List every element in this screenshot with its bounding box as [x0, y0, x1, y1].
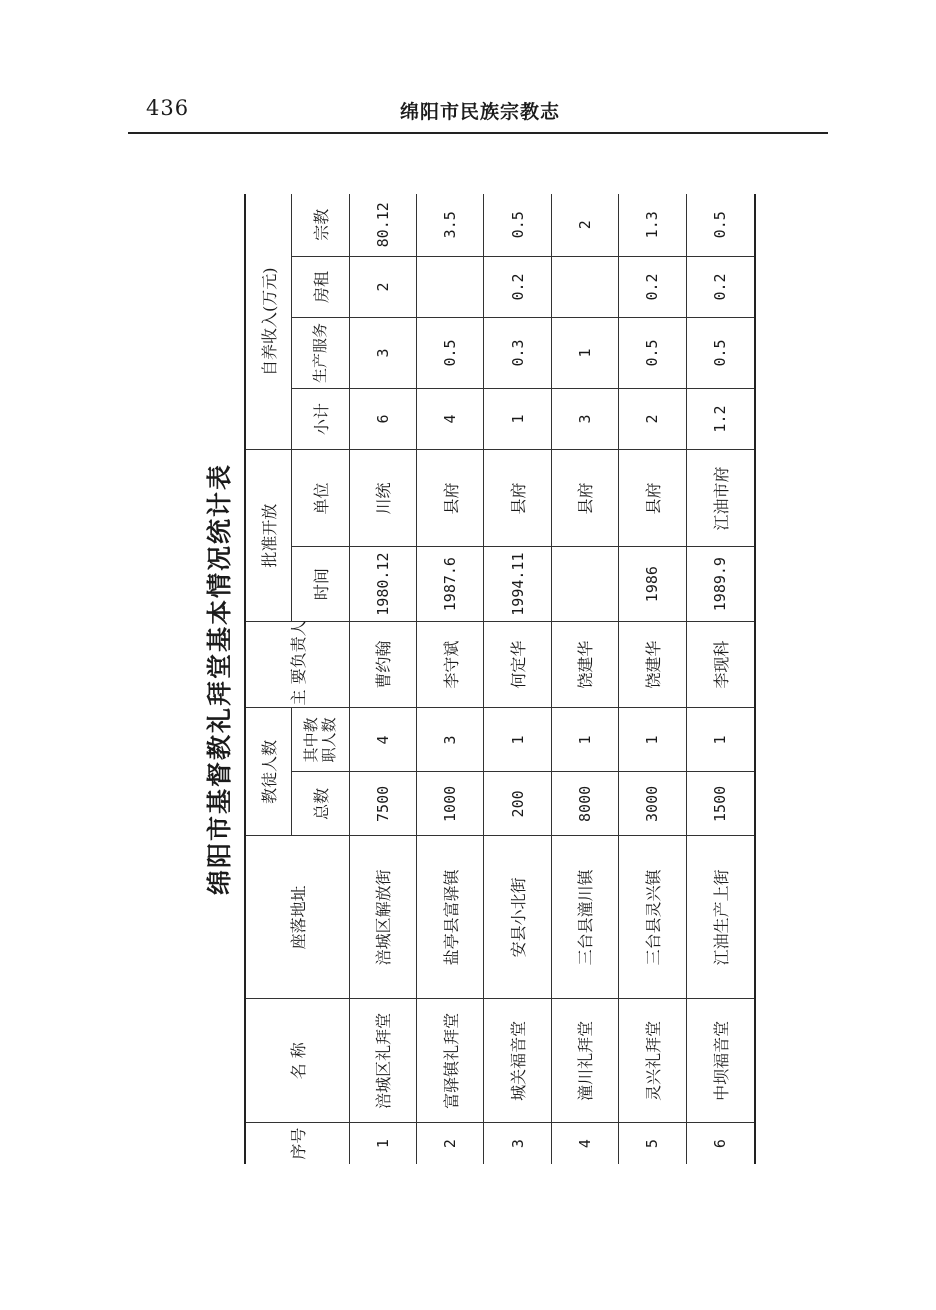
- cell-rent: 0.2: [619, 256, 686, 318]
- page-number: 436: [146, 96, 190, 120]
- cell-time: 1989.9: [686, 547, 755, 621]
- cell-address: 江油生产上街: [686, 836, 755, 999]
- cell-subtotal: 6: [349, 388, 416, 450]
- cell-leader: 饶建华: [619, 621, 686, 708]
- cell-rent: 0.2: [484, 256, 551, 318]
- cell-address: 涪城区解放街: [349, 836, 416, 999]
- cell-production: 0.5: [416, 318, 483, 388]
- cell-subtotal: 3: [551, 388, 618, 450]
- cell-production: 0.5: [619, 318, 686, 388]
- header-rule: [128, 132, 828, 134]
- cell-staff: 3: [416, 708, 483, 772]
- cell-seq: 5: [619, 1123, 686, 1164]
- header-income-rent: 房租: [291, 256, 349, 318]
- cell-production: 0.3: [484, 318, 551, 388]
- cell-address: 三台县潼川镇: [551, 836, 618, 999]
- header-believers: 教徒人数: [245, 708, 291, 836]
- table-title: 绵阳市基督教礼拜堂基本情况统计表: [205, 463, 234, 896]
- cell-rent: 2: [349, 256, 416, 318]
- table-row: [416, 194, 483, 1164]
- cell-unit: 县府: [551, 450, 618, 547]
- cell-staff: 1: [686, 708, 755, 772]
- cell-production: 1: [551, 318, 618, 388]
- cell-unit: 江油市府: [686, 450, 755, 547]
- cell-leader: 饶建华: [551, 621, 618, 708]
- cell-name: 灵兴礼拜堂: [619, 999, 686, 1123]
- cell-leader: 李守斌: [416, 621, 483, 708]
- header-income: 自养收入(万元): [245, 194, 291, 450]
- cell-name: 富驿镇礼拜堂: [416, 999, 483, 1123]
- cell-subtotal: 1.2: [686, 388, 755, 450]
- cell-name: 城关福音堂: [484, 999, 551, 1123]
- cell-time: 1994.11: [484, 547, 551, 621]
- cell-rent: 0.2: [686, 256, 755, 318]
- cell-total: 3000: [619, 772, 686, 836]
- cell-leader: 何定华: [484, 621, 551, 708]
- cell-address: 安县小北街: [484, 836, 551, 999]
- table-row: [484, 194, 551, 1164]
- cell-religion: 0.5: [484, 194, 551, 256]
- cell-subtotal: 1: [484, 388, 551, 450]
- cell-religion: 3.5: [416, 194, 483, 256]
- header-income-subtotal: 小计: [291, 388, 349, 450]
- cell-religion: 0.5: [686, 194, 755, 256]
- cell-staff: 1: [551, 708, 618, 772]
- header-name: 名 称: [245, 999, 349, 1123]
- cell-unit: 县府: [484, 450, 551, 547]
- cell-seq: 1: [349, 1123, 416, 1164]
- cell-seq: 2: [416, 1123, 483, 1164]
- table-row: [349, 194, 416, 1164]
- header-believers-staff: 其中教职人数: [291, 708, 349, 772]
- cell-name: 涪城区礼拜堂: [349, 999, 416, 1123]
- cell-name: 中坝福音堂: [686, 999, 755, 1123]
- header-address: 座落地址: [245, 836, 349, 999]
- cell-total: 1000: [416, 772, 483, 836]
- cell-unit: 县府: [416, 450, 483, 547]
- cell-unit: 川统: [349, 450, 416, 547]
- header-leader: 主 要负责人: [245, 621, 349, 708]
- cell-address: 三台县灵兴镇: [619, 836, 686, 999]
- header-approval-unit: 单位: [291, 450, 349, 547]
- cell-rent: [551, 256, 618, 318]
- cell-time: [551, 547, 618, 621]
- cell-seq: 6: [686, 1123, 755, 1164]
- cell-seq: 4: [551, 1123, 618, 1164]
- header-income-religion: 宗教: [291, 194, 349, 256]
- running-title: 绵阳市民族宗教志: [400, 101, 561, 123]
- cell-leader: 曹约翰: [349, 621, 416, 708]
- cell-production: 0.5: [686, 318, 755, 388]
- table-row: [619, 194, 686, 1164]
- cell-subtotal: 2: [619, 388, 686, 450]
- statistics-table: [244, 194, 756, 1164]
- header-income-production: 生产服务: [291, 318, 349, 388]
- cell-name: 潼川礼拜堂: [551, 999, 618, 1123]
- cell-total: 7500: [349, 772, 416, 836]
- cell-subtotal: 4: [416, 388, 483, 450]
- cell-time: 1980.12: [349, 547, 416, 621]
- cell-production: 3: [349, 318, 416, 388]
- header-approval: 批准开放: [245, 450, 291, 621]
- rotated-table-block: [200, 194, 760, 1164]
- cell-total: 1500: [686, 772, 755, 836]
- header-believers-total: 总数: [291, 772, 349, 836]
- header-approval-time: 时间: [291, 547, 349, 621]
- cell-total: 200: [484, 772, 551, 836]
- cell-leader: 李现科: [686, 621, 755, 708]
- cell-address: 盐亭县富驿镇: [416, 836, 483, 999]
- cell-total: 8000: [551, 772, 618, 836]
- header-seq: 序号: [245, 1123, 349, 1164]
- cell-seq: 3: [484, 1123, 551, 1164]
- cell-religion: 2: [551, 194, 618, 256]
- cell-time: 1986: [619, 547, 686, 621]
- cell-religion: 80.12: [349, 194, 416, 256]
- cell-religion: 1.3: [619, 194, 686, 256]
- cell-unit: 县府: [619, 450, 686, 547]
- cell-time: 1987.6: [416, 547, 483, 621]
- table-row: [551, 194, 618, 1164]
- cell-rent: [416, 256, 483, 318]
- cell-staff: 4: [349, 708, 416, 772]
- cell-staff: 1: [484, 708, 551, 772]
- table-row: [686, 194, 755, 1164]
- cell-staff: 1: [619, 708, 686, 772]
